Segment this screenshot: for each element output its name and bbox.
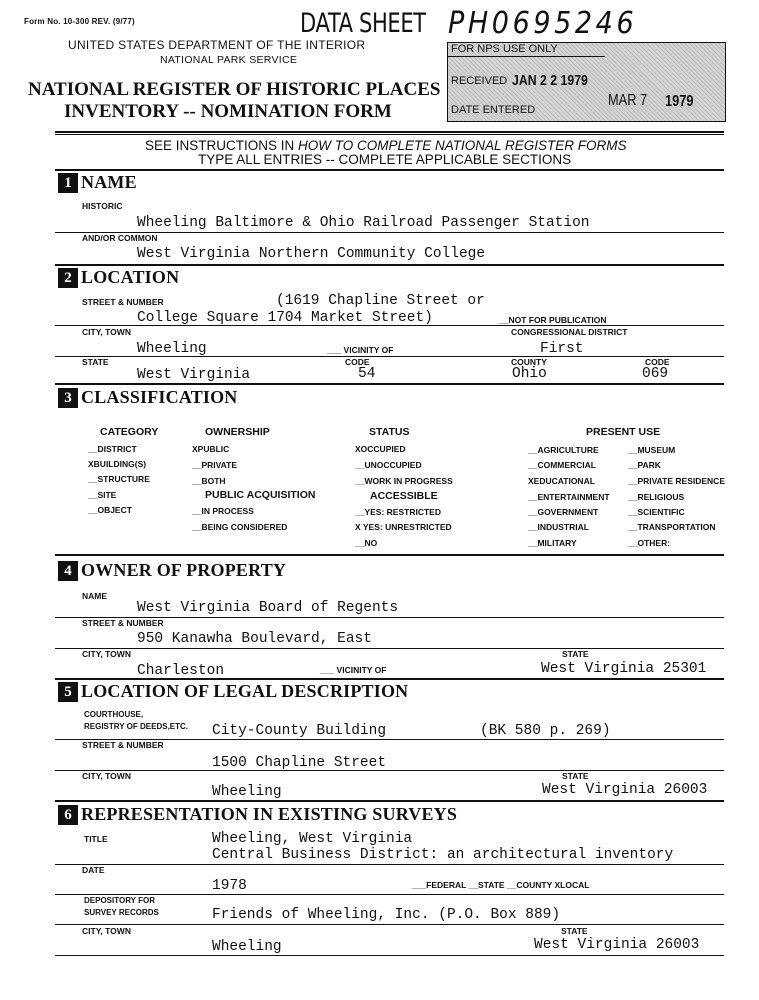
use-scientific[interactable]: __SCIENTIFIC	[628, 507, 685, 517]
category-structure[interactable]: __STRUCTURE	[88, 474, 150, 484]
access-unrestricted[interactable]: X YES: UNRESTRICTED	[355, 522, 452, 532]
depository-value[interactable]: Friends of Wheeling, Inc. (P.O. Box 889)	[212, 907, 561, 923]
status-occupied[interactable]: XOCCUPIED	[355, 444, 406, 454]
legal-city-label: CITY, TOWN	[82, 771, 131, 781]
section-6-title: REPRESENTATION IN EXISTING SURVEYS	[81, 804, 458, 824]
section-5-number: 5	[58, 682, 78, 702]
section-1-title: NAME	[81, 172, 137, 192]
category-object[interactable]: __OBJECT	[88, 505, 132, 515]
status-work-in-progress[interactable]: __WORK IN PROGRESS	[355, 476, 453, 486]
use-military[interactable]: __MILITARY	[528, 538, 577, 548]
location-city[interactable]: Wheeling	[137, 341, 207, 357]
survey-date[interactable]: 1978	[212, 878, 247, 894]
legal-street-label: STREET & NUMBER	[82, 740, 164, 750]
section-2-title: LOCATION	[81, 267, 180, 287]
registry-label: REGISTRY OF DEEDS,ETC.	[84, 722, 189, 731]
owner-street-label: STREET & NUMBER	[82, 618, 164, 628]
date-entered-stamp: MAR 7	[608, 92, 648, 109]
status-unoccupied[interactable]: __UNOCCUPIED	[355, 460, 422, 470]
use-private-residence[interactable]: __PRIVATE RESIDENCE	[628, 476, 725, 486]
owner-name-label: NAME	[82, 591, 108, 601]
section-4-number: 4	[58, 561, 78, 581]
use-park[interactable]: __PARK	[628, 460, 661, 470]
use-other[interactable]: __OTHER:	[628, 538, 671, 548]
present-use-heading: PRESENT USE	[586, 426, 661, 438]
legal-city[interactable]: Wheeling	[212, 784, 282, 800]
depository-label-line1: DEPOSITORY FOR	[84, 896, 155, 905]
form-title-line1: NATIONAL REGISTER OF HISTORIC PLACES	[28, 79, 441, 100]
location-county[interactable]: Ohio	[512, 366, 547, 382]
county-label: COUNTY	[511, 357, 547, 367]
nps-use-label: FOR NPS USE ONLY	[451, 43, 558, 55]
instructions-line2: TYPE ALL ENTRIES -- COMPLETE APPLICABLE SECTIONS	[198, 152, 572, 167]
section-3-number: 3	[58, 388, 78, 408]
use-transportation[interactable]: __TRANSPORTATION	[628, 522, 716, 532]
location-state[interactable]: West Virginia	[137, 367, 251, 383]
acquisition-being-considered[interactable]: __BEING CONSIDERED	[192, 522, 288, 532]
survey-title-label: TITLE	[84, 834, 108, 844]
use-industrial[interactable]: __INDUSTRIAL	[528, 522, 589, 532]
owner-city-label: CITY, TOWN	[82, 649, 131, 659]
historic-label: HISTORIC	[82, 201, 123, 211]
acquisition-in-process[interactable]: __IN PROCESS	[192, 506, 254, 516]
survey-date-label: DATE	[82, 865, 105, 875]
date-entered-year: 1979	[665, 93, 694, 110]
legal-state[interactable]: West Virginia 26003	[542, 782, 708, 798]
legal-state-label: STATE	[562, 771, 589, 781]
location-state-code[interactable]: 54	[358, 366, 376, 382]
survey-state-label: STATE	[561, 926, 588, 936]
survey-level-options[interactable]: ___FEDERAL __STATE __COUNTY XLOCAL	[412, 880, 590, 890]
category-buildings[interactable]: XBUILDING(S)	[88, 459, 147, 469]
owner-name[interactable]: West Virginia Board of Regents	[137, 600, 399, 616]
owner-street[interactable]: 950 Kanawha Boulevard, East	[137, 631, 372, 647]
owner-vicinity-of[interactable]: ___ VICINITY OF	[320, 665, 387, 675]
city-town-label: CITY, TOWN	[82, 327, 131, 337]
accessible-heading: ACCESSIBLE	[370, 490, 438, 502]
use-educational[interactable]: XEDUCATIONAL	[528, 476, 595, 486]
county-code-label: CODE	[645, 357, 670, 367]
location-county-code[interactable]: 069	[642, 366, 669, 382]
not-for-publication[interactable]: __NOT FOR PUBLICATION	[499, 315, 607, 325]
use-museum[interactable]: __MUSEUM	[628, 445, 676, 455]
courthouse-name[interactable]: City-County Building	[212, 723, 387, 739]
state-label: STATE	[82, 357, 109, 367]
legal-street[interactable]: 1500 Chapline Street	[212, 755, 387, 771]
section-3-title: CLASSIFICATION	[81, 387, 238, 407]
access-no[interactable]: __NO	[355, 538, 378, 548]
form-title-line2: INVENTORY -- NOMINATION FORM	[64, 101, 392, 122]
date-entered-label: DATE ENTERED	[451, 104, 536, 116]
received-date-stamp: JAN 2 2 1979	[512, 72, 588, 89]
data-sheet-stamp: DATA SHEET	[300, 8, 426, 39]
ownership-both[interactable]: __BOTH	[192, 476, 226, 486]
survey-title-line1[interactable]: Wheeling, West Virginia	[212, 831, 413, 847]
state-code-label: CODE	[345, 357, 370, 367]
depository-label-line2: SURVEY RECORDS	[84, 908, 159, 917]
instructions-line1: SEE INSTRUCTIONS IN HOW TO COMPLETE NATIONAL REGISTER FORMS	[145, 138, 627, 153]
category-heading: CATEGORY	[100, 426, 159, 438]
received-label: RECEIVED	[451, 75, 508, 87]
service-name: NATIONAL PARK SERVICE	[160, 54, 298, 66]
category-site[interactable]: __SITE	[88, 490, 117, 500]
ownership-public[interactable]: XPUBLIC	[192, 444, 230, 454]
owner-state-label: STATE	[562, 649, 589, 659]
location-street-line2[interactable]: College Square 1704 Market Street)	[137, 310, 433, 326]
street-number-label: STREET & NUMBER	[82, 297, 164, 307]
vicinity-of[interactable]: ___ VICINITY OF	[327, 345, 394, 355]
public-acquisition-heading: PUBLIC ACQUISITION	[205, 489, 316, 501]
owner-city[interactable]: Charleston	[137, 663, 225, 679]
form-number: Form No. 10-300 REV. (9/77)	[24, 17, 135, 26]
historic-name[interactable]: Wheeling Baltimore & Ohio Railroad Passenger Station	[137, 215, 590, 231]
common-name[interactable]: West Virginia Northern Community College	[137, 246, 486, 262]
section-4-title: OWNER OF PROPERTY	[81, 560, 287, 580]
section-1-number: 1	[58, 173, 78, 193]
survey-city[interactable]: Wheeling	[212, 939, 282, 955]
use-entertainment[interactable]: __ENTERTAINMENT	[528, 492, 610, 502]
ownership-heading: OWNERSHIP	[205, 426, 270, 438]
congressional-district[interactable]: First	[540, 341, 584, 357]
survey-state[interactable]: West Virginia 26003	[534, 937, 700, 953]
location-street-line1[interactable]: (1619 Chapline Street or	[276, 293, 485, 309]
section-5-title: LOCATION OF LEGAL DESCRIPTION	[81, 681, 409, 701]
survey-city-label: CITY, TOWN	[82, 926, 131, 936]
section-2-number: 2	[58, 268, 78, 288]
ownership-private[interactable]: __PRIVATE	[192, 460, 238, 470]
courthouse-label: COURTHOUSE,	[84, 710, 144, 719]
category-district[interactable]: __DISTRICT	[88, 444, 137, 454]
status-heading: STATUS	[369, 426, 410, 438]
use-agriculture[interactable]: __AGRICULTURE	[528, 445, 599, 455]
use-commercial[interactable]: __COMMERCIAL	[528, 460, 597, 470]
ph-number: PH0695246	[448, 6, 638, 41]
deed-reference[interactable]: (BK 580 p. 269)	[480, 723, 611, 739]
use-government[interactable]: __GOVERNMENT	[528, 507, 599, 517]
survey-title-line2[interactable]: Central Business District: an architectural inventory	[212, 847, 674, 863]
access-restricted[interactable]: __YES: RESTRICTED	[355, 507, 441, 517]
use-religious[interactable]: __RELIGIOUS	[628, 492, 685, 502]
congressional-district-label: CONGRESSIONAL DISTRICT	[511, 327, 628, 337]
department-name: UNITED STATES DEPARTMENT OF THE INTERIOR	[68, 38, 366, 52]
owner-state[interactable]: West Virginia 25301	[541, 661, 707, 677]
section-6-number: 6	[58, 805, 78, 825]
common-name-label: AND/OR COMMON	[82, 233, 158, 243]
